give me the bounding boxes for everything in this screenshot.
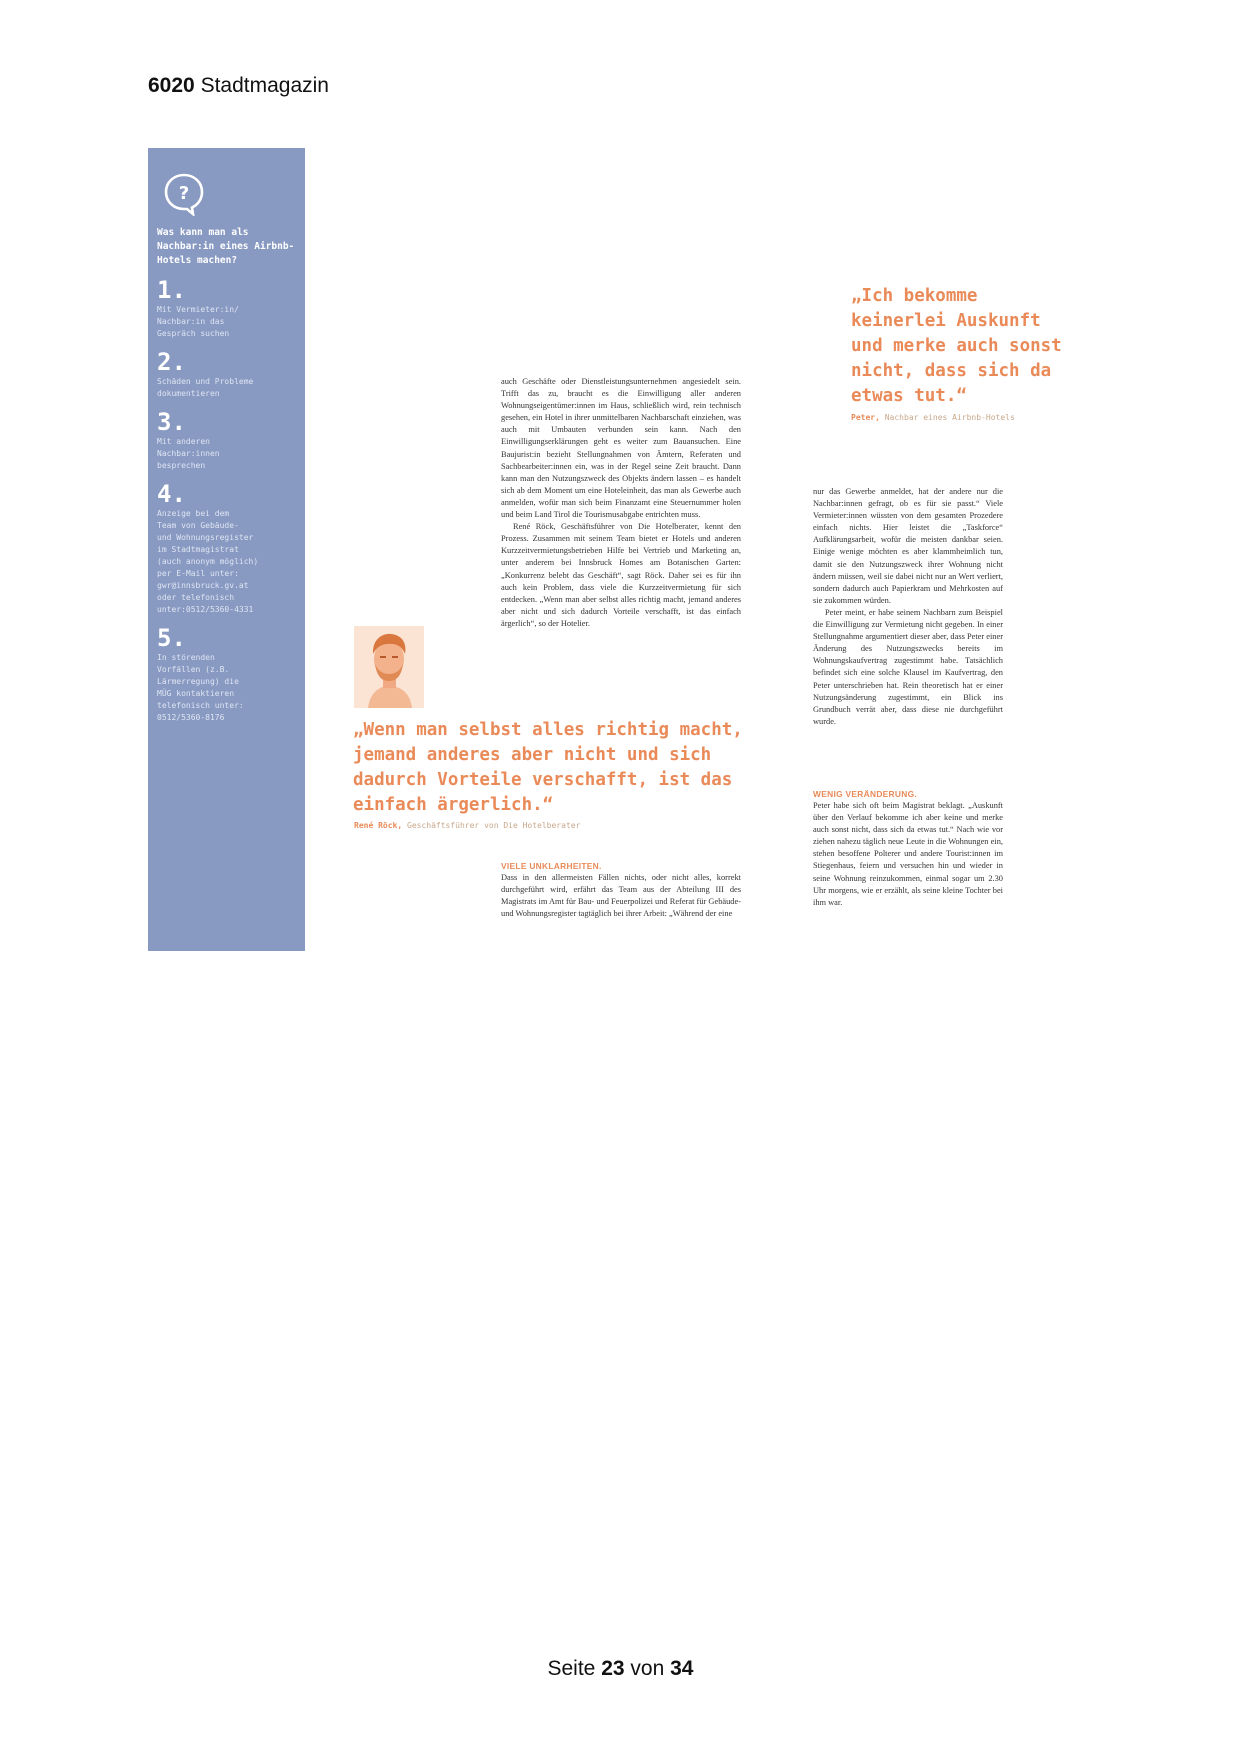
paragraph: Dass in den allermeisten Fällen nichts, oder nicht alles, korrekt durchgeführt wird, erfährt das Team aus der Abteilung III des Magistrats im Amt für Bau- und Feuerpolizei und Referat für Gebäude- und Wohnungsregister tagtäglich bei ihrer Arbeit: „Während der eine <box>501 873 741 919</box>
pull-quote-rene: „Wenn man selbst alles richtig macht, jemand anderes aber nicht und sich dadurch Vorteile verschafft, ist das einfach ärgerlich.“ <box>353 720 743 815</box>
step-number: 4. <box>157 480 186 508</box>
paragraph: auch Geschäfte oder Dienstleistungsunternehmen angesiedelt sein. Trifft das zu, braucht es die Einwilligung aller anderen Wohnungseigentümer:innen im Haus, schließlich wird, rein technisch gesehen, ein Hotel in ihrer unmittelbaren Nachbarschaft einziehen, was auch mit Umbauten verbunden sein kann. Nach den Einwilligungserklärungen geht es weiter zum Bauansuchen. Eine Baujurist:in bezieht Stellungnahmen von Ämtern, Referaten und Sachbearbeiter:innen ein, was in der Regel seine Zeit braucht. Dann kann man den Nutzungszweck des Objekts ändern lassen – es handelt sich ab dem Moment um eine Hoteleinheit, das man als Gewerbe auch anmelden, wofür man sich beim Finanzamt eine Steuernummer holen und beim Land Tirol die Tourismusabgabe entrichten muss. <box>501 377 741 520</box>
sidebar-step <box>157 482 297 616</box>
total-pages: 34 <box>670 1657 694 1680</box>
sidebar-step <box>157 626 297 724</box>
quote-attribution-rene <box>354 821 580 830</box>
step-text: Mit anderen Nachbar:innen besprechen <box>157 437 220 470</box>
question-bubble-icon <box>162 172 206 216</box>
pull-quote-peter: „Ich bekomme keinerlei Auskunft und merke auch sonst nicht, dass sich da etwas tut.“ <box>851 286 1062 406</box>
attribution-role: Nachbar eines Airbnb-Hotels <box>884 413 1015 422</box>
step-number: 3. <box>157 408 186 436</box>
step-text: Anzeige bei dem Team von Gebäude- und Wohnungsregister im Stadtmagistrat (auch anonym möglich) per E-Mail unter: gwr@innsbruck.gv.at oder telefonisch unter:0512/5360-4331 <box>157 509 259 614</box>
portrait-photo <box>354 626 424 708</box>
portrait-illustration <box>354 626 424 708</box>
subheading: VIELE UNKLARHEITEN. <box>501 861 602 871</box>
body-column-right-lower <box>813 788 1003 909</box>
attribution-name: Peter, <box>851 413 880 422</box>
magazine-number: 6020 <box>148 74 195 97</box>
info-sidebar <box>148 148 305 951</box>
svg-text:?: ? <box>178 183 190 204</box>
step-number: 2. <box>157 348 186 376</box>
sidebar-step <box>157 278 297 340</box>
subheading: WENIG VERÄNDERUNG. <box>813 789 918 799</box>
quote-attribution-peter <box>851 413 1015 422</box>
body-column-right <box>813 486 1003 728</box>
sidebar-title: Was kann man als Nachbar:in eines Airbnb-Hotels machen? <box>157 227 295 266</box>
step-text: Schäden und Probleme dokumentieren <box>157 377 254 398</box>
attribution-name: René Röck, <box>354 821 403 830</box>
step-number: 1. <box>157 276 186 304</box>
page-footer <box>0 1657 1241 1681</box>
footer-prefix: Seite <box>547 1657 596 1680</box>
current-page-number: 23 <box>601 1657 625 1680</box>
scanned-article-page <box>148 148 1068 951</box>
paragraph: René Röck, Geschäftsführer von Die Hotelberater, kennt den Prozess. Zusammen mit seinem Team bietet er Hotels und anderen Kurzzeitvermietungsbetrieben Hilfe bei Vertrieb und Marketing an, unter anderem bei Innsbruck Homes am Botanischen Garten: „Konkurrenz belebt das Geschäft“, sagt Röck. Daher sei es für ihn auch kein Problem, dass viele die Kurzzeitvermietung für sich entdecken. „Wenn man aber selbst alles richtig macht, jemand anderes aber nicht und sich dadurch Vorteile verschafft, ist das einfach ärgerlich“, so der Hotelier. <box>501 522 741 628</box>
step-text: Mit Vermieter:in/ Nachbar:in das Gespräch suchen <box>157 305 239 338</box>
magazine-title: Stadtmagazin <box>200 74 329 97</box>
paragraph: Peter meint, er habe seinem Nachbarn zum Beispiel die Einwilligung zur Vermietung nicht gegeben. In einer Stellungnahme argumentiert dieser aber, dass Peter einer Änderung des Nutzungszwecks bereits im Wohnungskaufvertrag zugestimmt habe. Tatsächlich befindet sich eine solche Klausel im Kaufvertrag, den Peter unterschrieben hat. Rein theoretisch hat er einer Nutzungsänderung zugestimmt, ein Blick ins Grundbuch verrät aber, dass diese nie durchgeführt wurde. <box>813 607 1003 726</box>
sidebar-step <box>157 410 297 472</box>
step-text: In störenden Vorfällen (z.B. Lärmerregung) die MÜG kontaktieren telefonisch unter: 0512/5360-8176 <box>157 653 244 722</box>
paragraph: nur das Gewerbe anmeldet, hat der andere nur die Nachbar:innen gefragt, ob es für sie passt.“ Viele Vermieter:innen wüssten von dem gesamten Prozedere einfach nichts. Hier leistet die „Taskforce“ Aufklärungsarbeit, wofür die meisten dankbar seien. Einige wenige möchten es aber klammheimlich tun, damit sie den Nutzungszweck ihrer Wohnung nicht ändern müssen, weil sie dabei nicht nur an Wert verliert, sondern dadurch auch Papierkram und Mehrkosten auf sie zukommen würden. <box>813 487 1003 605</box>
body-column-left <box>501 376 741 630</box>
footer-separator: von <box>630 1657 665 1680</box>
document-header <box>148 74 329 98</box>
step-number: 5. <box>157 624 186 652</box>
sidebar-step <box>157 350 297 400</box>
attribution-role: Geschäftsführer von Die Hotelberater <box>407 821 581 830</box>
body-column-left-lower <box>501 860 741 920</box>
paragraph: Peter habe sich oft beim Magistrat beklagt. „Auskunft über den Verlauf bekomme ich aber keine und merke auch sonst nicht, dass sich da etwas tut.“ Nach wie vor ziehen nahezu täglich neue Leute in die Wohnungen ein, stehen besoffene Polterer und andere Tourist:innen im Stiegenhaus, feiern und versuchen hin und wieder in seine Wohnung reinzukommen, einmal sogar um 2.30 Uhr morgens, wie er erzählt, als seine kleine Tochter bei ihm war. <box>813 801 1003 907</box>
